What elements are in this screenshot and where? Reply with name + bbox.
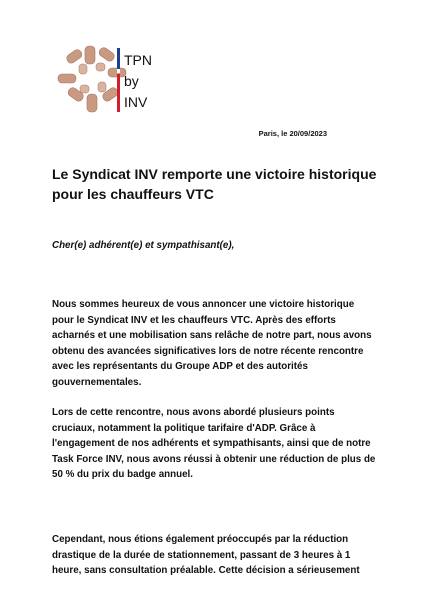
paragraph-line: acharnés et une mobilisation sans relâche de notre part, nous avons xyxy=(52,330,372,342)
letter-greeting: Cher(e) adhérent(e) et sympathisant(e), xyxy=(52,240,235,251)
paragraph-line: avec les représentants du Groupe ADP et des autorités xyxy=(52,361,308,373)
paragraph-line: gouvernementales. xyxy=(52,376,142,388)
paragraph-line: l'engagement de nos adhérents et sympathisants, ainsi que de notre xyxy=(52,438,371,450)
title-line: pour les chauffeurs VTC xyxy=(52,186,214,202)
brand-line-inv: INV xyxy=(124,94,148,110)
paragraph-line: Lors de cette rencontre, nous avons abordé plusieurs points xyxy=(52,407,335,418)
brand-line-by: by xyxy=(124,73,139,89)
paragraph-line: heure, sans consultation préalable. Cette décision a sérieusement xyxy=(52,565,360,577)
paragraph-badge xyxy=(52,405,387,483)
paragraph-line: cruciaux, notamment la politique tarifaire d'ADP. Grâce à xyxy=(52,422,316,434)
brand-wordmark xyxy=(124,50,152,113)
paragraph-parking xyxy=(52,532,387,579)
letter-date: Paris, le 20/09/2023 xyxy=(258,129,327,138)
paragraph-line: Task Force INV, nous avons réussi à obtenir une réduction de plus de xyxy=(52,453,376,465)
paragraph-line: pour le Syndicat INV et les chauffeurs VTC. Après des efforts xyxy=(52,314,336,326)
paragraph-line: drastique de la durée de stationnement, passant de 3 heures à 1 xyxy=(52,549,351,561)
title-line: Le Syndicat INV remporte une victoire historique xyxy=(52,166,377,182)
paragraph-line: Cependant, nous étions également préoccupés par la réduction xyxy=(52,534,349,545)
letter-title xyxy=(52,164,392,204)
paragraph-line: 50 % du prix du badge annuel. xyxy=(52,469,193,481)
logo-flag-bar xyxy=(117,48,120,112)
paragraph-line: obtenu des avancées significatives lors de notre récente rencontre xyxy=(52,345,364,357)
brand-line-tpn: TPN xyxy=(124,52,152,68)
paragraph-line: Nous sommes heureux de vous annoncer une victoire historique xyxy=(52,299,355,310)
paragraph-victory xyxy=(52,297,387,391)
